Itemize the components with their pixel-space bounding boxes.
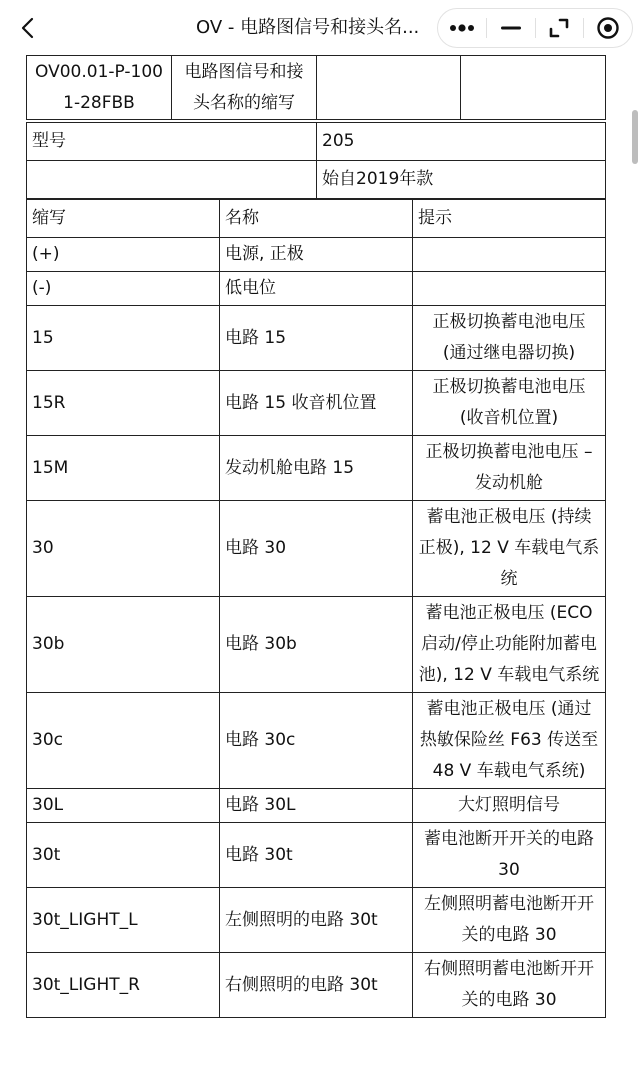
cell-name: 电路 30L [220, 789, 413, 823]
cell-abbr: 30t_LIGHT_R [27, 953, 220, 1018]
resize-button[interactable] [536, 9, 584, 47]
cell-name: 电路 15 [220, 306, 413, 371]
cell-hint: 左侧照明蓄电池断开开关的电路 30 [413, 888, 606, 953]
table-row [27, 238, 606, 272]
cell-abbr: 30b [27, 597, 220, 693]
cell-abbr: 30c [27, 693, 220, 789]
cell-hint: 蓄电池正极电压 (ECO 启动/停止功能附加蓄电池), 12 V 车载电气系统 [413, 597, 606, 693]
table-row [27, 953, 606, 1018]
cell-name: 左侧照明的电路 30t [220, 888, 413, 953]
cell-hint: 蓄电池断开开关的电路 30 [413, 823, 606, 888]
table-row [27, 306, 606, 371]
more-button[interactable] [438, 9, 486, 47]
table-row [27, 789, 606, 823]
cell-abbr: (+) [27, 238, 220, 272]
cell-name: 电路 30c [220, 693, 413, 789]
cell-abbr: 15 [27, 306, 220, 371]
cell-name: 电源, 正极 [220, 238, 413, 272]
resize-icon [548, 17, 570, 39]
cell-name: 发动机舱电路 15 [220, 436, 413, 501]
table-row [27, 272, 606, 306]
minimize-icon [500, 25, 522, 31]
empty-cell [27, 161, 317, 199]
cell-name: 电路 15 收音机位置 [220, 371, 413, 436]
doc-heading: 电路图信号和接头名称的缩写 [172, 56, 317, 120]
cell-name: 电路 30 [220, 501, 413, 597]
table-row [27, 436, 606, 501]
close-button[interactable] [584, 9, 632, 47]
model-label: 型号 [27, 123, 317, 161]
back-button[interactable] [12, 12, 44, 44]
column-header-abbr: 缩写 [27, 200, 220, 238]
cell-abbr: 30L [27, 789, 220, 823]
column-header-hint: 提示 [413, 200, 606, 238]
cell-hint: 蓄电池正极电压 (持续正极), 12 V 车载电气系统 [413, 501, 606, 597]
document-content [26, 55, 606, 1018]
column-header-name: 名称 [220, 200, 413, 238]
cell-abbr: 15M [27, 436, 220, 501]
table-header-row [27, 200, 606, 238]
cell-hint: 正极切换蓄电池电压 – 发动机舱 [413, 436, 606, 501]
cell-hint: 蓄电池正极电压 (通过热敏保险丝 F63 传送至 48 V 车载电气系统) [413, 693, 606, 789]
cell-name: 电路 30b [220, 597, 413, 693]
doc-code: OV00.01-P-1001-28FBB [27, 56, 172, 120]
cell-hint: 正极切换蓄电池电压 (通过继电器切换) [413, 306, 606, 371]
cell-abbr: 30t [27, 823, 220, 888]
cell-hint: 大灯照明信号 [413, 789, 606, 823]
target-close-icon [596, 16, 620, 40]
cell-name: 低电位 [220, 272, 413, 306]
cell-name: 右侧照明的电路 30t [220, 953, 413, 1018]
cell-hint [413, 238, 606, 272]
doc-header-table [26, 55, 606, 199]
cell-name: 电路 30t [220, 823, 413, 888]
empty-cell [317, 56, 461, 120]
cell-hint: 右侧照明蓄电池断开开关的电路 30 [413, 953, 606, 1018]
cell-abbr: 30t_LIGHT_L [27, 888, 220, 953]
scrollbar[interactable] [630, 54, 640, 1070]
more-dots-icon [449, 23, 475, 33]
cell-abbr: (-) [27, 272, 220, 306]
table-row [27, 371, 606, 436]
table-row [27, 823, 606, 888]
cell-hint: 正极切换蓄电池电压 (收音机位置) [413, 371, 606, 436]
top-bar [0, 0, 640, 54]
cell-abbr: 30 [27, 501, 220, 597]
cell-abbr: 15R [27, 371, 220, 436]
table-row [27, 693, 606, 789]
page-title: OV - 电路图信号和接头名... [196, 17, 420, 38]
chevron-left-icon [18, 16, 38, 40]
scrollbar-thumb[interactable] [632, 110, 638, 164]
minimize-button[interactable] [487, 9, 535, 47]
abbreviation-table [26, 199, 606, 1018]
empty-cell [461, 56, 606, 120]
table-row [27, 501, 606, 597]
table-row [27, 888, 606, 953]
mini-program-capsule [437, 8, 633, 48]
cell-hint [413, 272, 606, 306]
model-value: 205 [317, 123, 606, 161]
table-row [27, 597, 606, 693]
since-value: 始自2019年款 [317, 161, 606, 199]
